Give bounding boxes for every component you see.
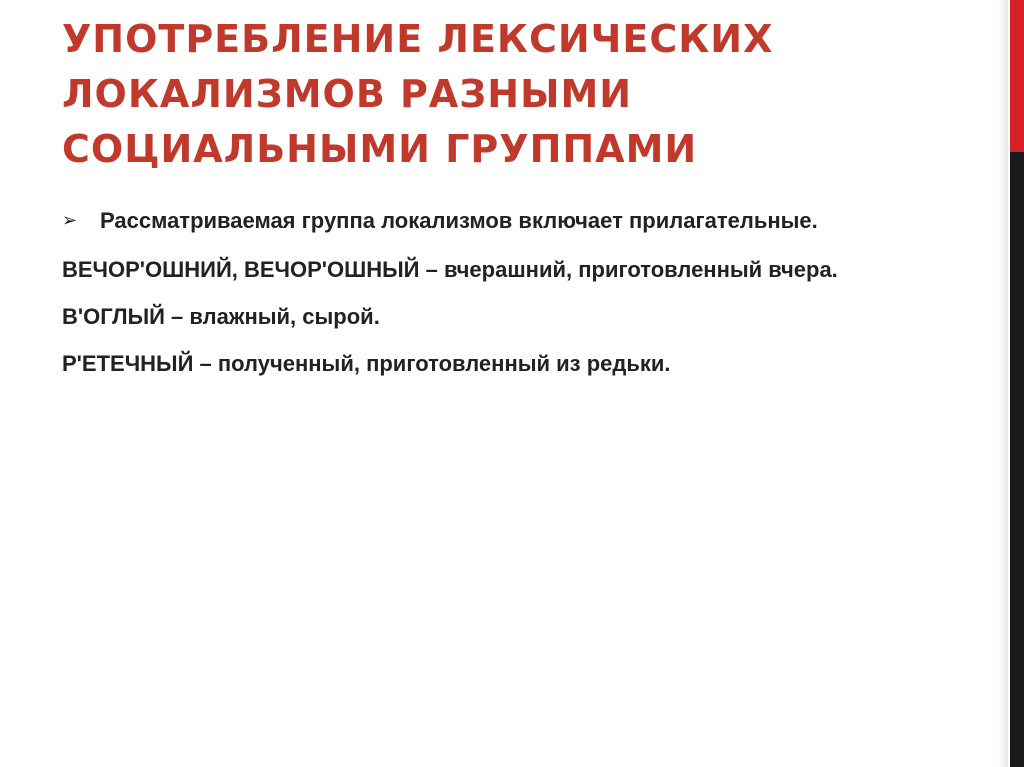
bullet-item [62,204,942,237]
title-line: СОЦИАЛЬНЫМИ ГРУППАМИ [62,127,698,171]
bullet-text: Рассматриваемая группа локализмов включает прилагательные. [100,208,818,233]
edge-shadow [998,0,1008,767]
paragraph: Р'ЕТЕЧНЫЙ – полученный, приготовленный из редьки. [62,351,671,376]
slide-title [62,12,962,177]
accent-bar-red [1010,0,1024,152]
arrow-bullet-icon: ➢ [62,210,78,231]
accent-bar-black [1010,152,1024,767]
title-line: ЛОКАЛИЗМОВ РАЗНЫМИ [62,72,633,116]
paragraph: В'ОГЛЫЙ – влажный, сырой. [62,304,380,329]
paragraph: ВЕЧОР'ОШНИЙ, ВЕЧОР'ОШНЫЙ – вчерашний, приготовленный вчера. [62,257,838,282]
slide-content [62,204,942,394]
title-line: УПОТРЕБЛЕНИЕ ЛЕКСИЧЕСКИХ [62,17,774,61]
